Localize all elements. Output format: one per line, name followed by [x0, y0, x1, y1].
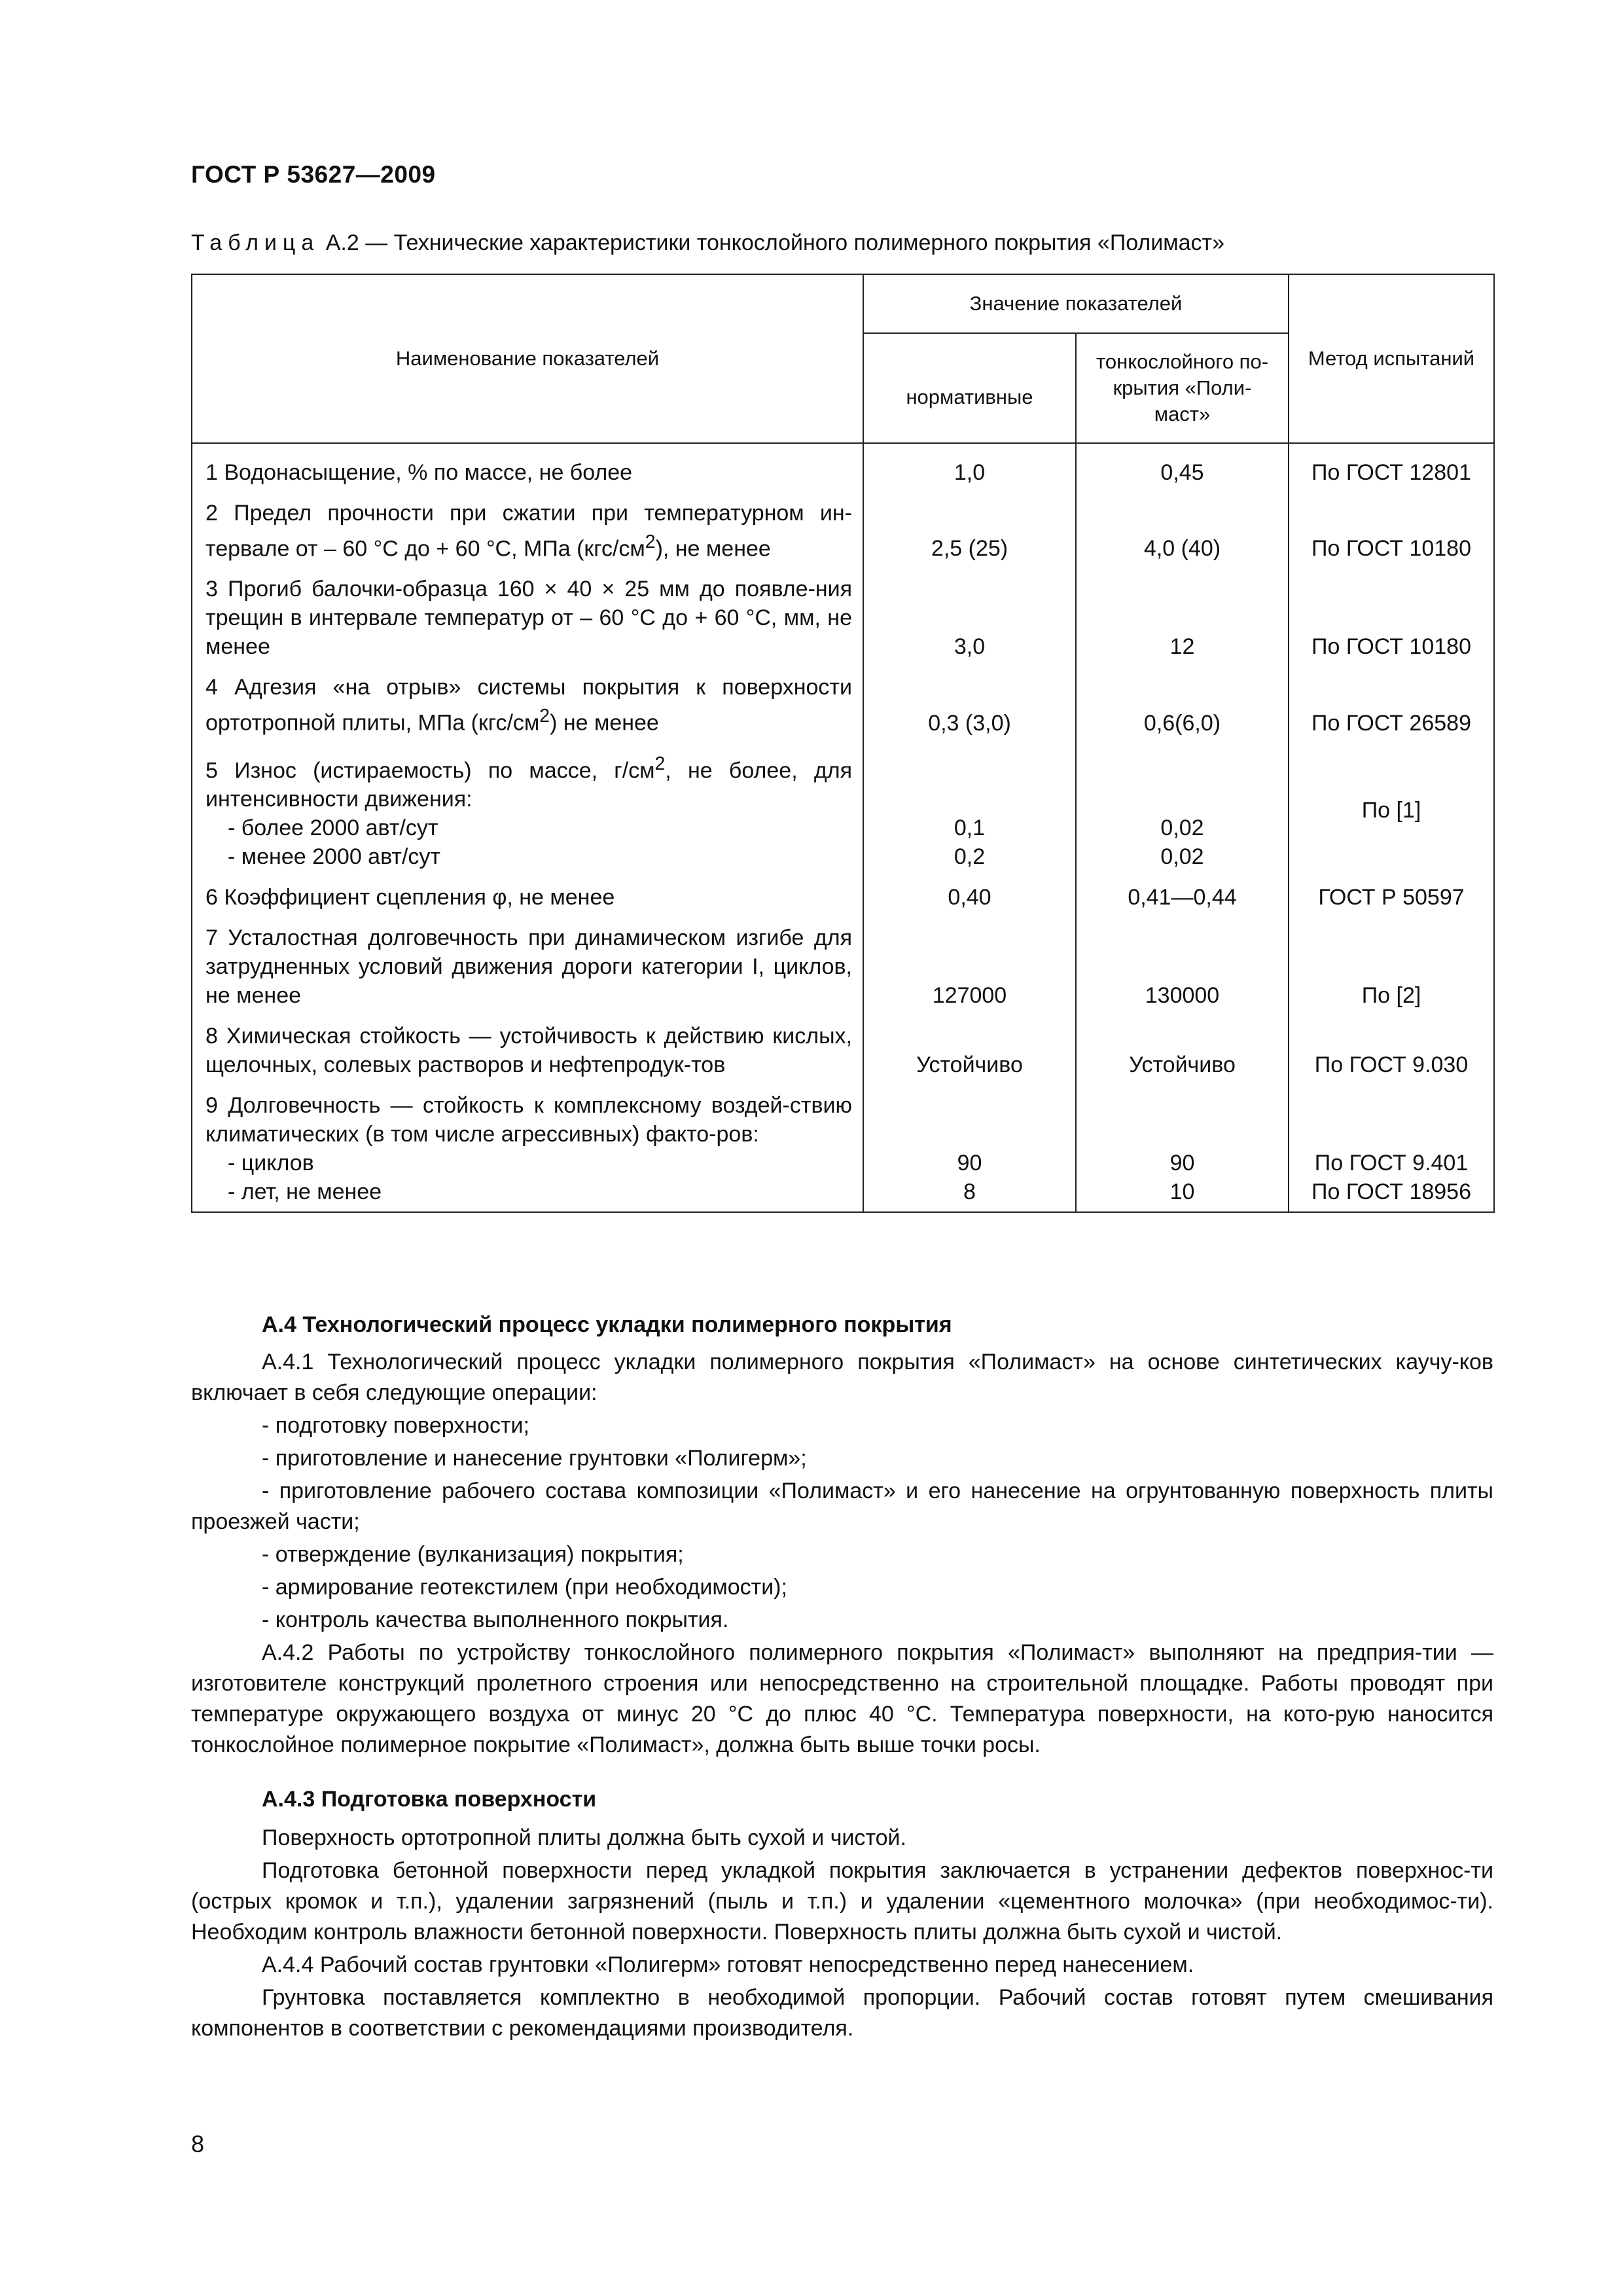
row-subitem: - циклов [228, 1150, 314, 1175]
test-method: По ГОСТ 12801 [1289, 443, 1494, 492]
test-method [1289, 1085, 1494, 1212]
test-method: По ГОСТ 26589 [1289, 666, 1494, 742]
test-method-item: По ГОСТ 18956 [1311, 1179, 1471, 1204]
test-method: По [1] [1289, 743, 1494, 876]
table-row [192, 1015, 1494, 1085]
test-method: ГОСТ Р 50597 [1289, 876, 1494, 917]
row-name-cell [192, 876, 863, 917]
row-subitem: - менее 2000 авт/сут [228, 844, 440, 869]
table-row [192, 568, 1494, 666]
page-number: 8 [191, 2130, 205, 2157]
normative-value-item: 8 [963, 1179, 976, 1204]
row-name: 3 Прогиб балочки-образца 160 × 40 × 25 мм до появле-ния трещин в интервале температур от – 60 °C до + 60 °C, мм, не менее [205, 577, 852, 660]
row-name: 1 Водонасыщение, % по массе, не более [205, 460, 633, 485]
list-item: - армирование геотекстилем (при необходимости); [262, 1575, 787, 1600]
table-caption [191, 230, 1493, 256]
row-subitem: - лет, не менее [228, 1179, 382, 1204]
normative-value: 0,3 (3,0) [863, 666, 1076, 742]
coating-value [1076, 743, 1289, 876]
coating-value-item: 90 [1169, 1150, 1195, 1175]
test-method: По ГОСТ 10180 [1289, 492, 1494, 568]
table-row [192, 743, 1494, 876]
normative-value [863, 743, 1076, 876]
document-header: ГОСТ Р 53627—2009 [191, 161, 436, 188]
table-row [192, 876, 1494, 917]
normative-value: 1,0 [863, 443, 1076, 492]
coating-value: 0,6(6,0) [1076, 666, 1289, 742]
row-name-cell [192, 743, 863, 876]
normative-value-item: 0,2 [954, 844, 986, 869]
list-item: - подготовку поверхности; [262, 1413, 529, 1438]
row-name-cell [192, 568, 863, 666]
row-name-cell [192, 1015, 863, 1085]
normative-value: 2,5 (25) [863, 492, 1076, 568]
coating-value-item: 0,02 [1160, 844, 1204, 869]
row-name-cell [192, 443, 863, 492]
list-item: - приготовление рабочего состава композиции «Полимаст» и его нанесение на огрунтованную поверхность плиты проезжей части; [191, 1479, 1493, 1534]
list-item: - контроль качества выполненного покрытия. [262, 1607, 729, 1632]
normative-value: 127000 [863, 917, 1076, 1015]
header-values-group: Значение показателей [863, 274, 1289, 333]
coating-value-item: 0,02 [1160, 815, 1204, 840]
row-name-cell [192, 492, 863, 568]
coating-value: Устойчиво [1076, 1015, 1289, 1085]
coating-value [1076, 1085, 1289, 1212]
coating-value: 0,45 [1076, 443, 1289, 492]
table-body [192, 443, 1494, 1212]
row-name-cell [192, 1085, 863, 1212]
row-subitem: - более 2000 авт/сут [228, 815, 438, 840]
table-row [192, 443, 1494, 492]
header-name: Наименование показателей [192, 274, 863, 443]
section-a44-paragraph: Грунтовка поставляется комплектно в необходимой пропорции. Рабочий состав готовят путем смешивания компонентов в соответствии с рекомендациями производителя. [191, 1985, 1493, 2041]
section-a4-paragraph: А.4.2 Работы по устройству тонкослойного полимерного покрытия «Полимаст» выполняют на предприя-тии — изготовителе конструкций пролетного строения или непосредственно на строительной площадке. Работы проводят при температуре окружающего воздуха от минус 20 °C до плюс 40 °C. Температура поверхности, на кото-рую наносится тонкослойное полимерное покрытие «Полимаст», должна быть выше точки росы. [191, 1640, 1493, 1757]
normative-value: 0,40 [863, 876, 1076, 917]
section-a4-paragraph: А.4.1 Технологический процесс укладки полимерного покрытия «Полимаст» на основе синтетических каучу-ков включает в себя следующие операции: [191, 1350, 1493, 1405]
table-caption-text: А.2 — Технические характеристики тонкослойного полимерного покрытия «Полимаст» [319, 230, 1225, 255]
section-a4-body [191, 1347, 1493, 1763]
row-name: 5 Износ (истираемость) по массе, $г/см^2$, не более, для интенсивности движения: [205, 753, 852, 812]
test-method: По ГОСТ 9.030 [1289, 1015, 1494, 1085]
coating-value: 0,41—0,44 [1076, 876, 1289, 917]
row-name: 2 Предел прочности при сжатии при температурном ин-тервале от – 60 °C до + 60 °C, МПа $(кгс/см^2)$, не менее [205, 501, 852, 562]
coating-value: 4,0 (40) [1076, 492, 1289, 568]
test-method: По ГОСТ 10180 [1289, 568, 1494, 666]
section-a44-paragraph: А.4.4 Рабочий состав грунтовки «Полигерм» готовят непосредственно перед нанесением. [262, 1952, 1194, 1977]
row-name: 7 Усталостная долговечность при динамическом изгибе для затрудненных условий движения дороги категории I, циклов, не менее [205, 925, 852, 1008]
coating-value: 12 [1076, 568, 1289, 666]
table-row [192, 492, 1494, 568]
section-a4-title: А.4 Технологический процесс укладки полимерного покрытия [262, 1312, 952, 1337]
row-name: 9 Долговечность — стойкость к комплексному воздей-ствию климатических (в том числе агрессивных) факто-ров: [205, 1092, 852, 1147]
normative-value: Устойчиво [863, 1015, 1076, 1085]
section-a43-paragraph: Поверхность ортотропной плиты должна быть сухой и чистой. [262, 1825, 906, 1850]
coating-value-item: 10 [1169, 1179, 1195, 1204]
normative-value-item: 90 [957, 1150, 982, 1175]
list-item: - отверждение (вулканизация) покрытия; [262, 1542, 684, 1567]
list-item: - приготовление и нанесение грунтовки «Полигерм»; [262, 1446, 807, 1471]
row-name-cell [192, 666, 863, 742]
section-a43-title: А.4.3 Подготовка поверхности [262, 1787, 597, 1812]
header-coating: тонкослойного по-крытия «Поли-маст» [1076, 333, 1289, 443]
header-method: Метод испытаний [1289, 274, 1494, 443]
row-name-cell [192, 917, 863, 1015]
properties-table [191, 274, 1495, 1213]
table-caption-prefix: Таблица [191, 230, 320, 255]
table-row [192, 917, 1494, 1015]
row-name: 8 Химическая стойкость — устойчивость к действию кислых, щелочных, солевых растворов и нефтепродук-тов [205, 1023, 852, 1077]
test-method: По [2] [1289, 917, 1494, 1015]
coating-value: 130000 [1076, 917, 1289, 1015]
section-a43-paragraph: Подготовка бетонной поверхности перед укладкой покрытия заключается в устранении дефектов поверхнос-ти (острых кромок и т.п.), удалении загрязнений (пыль и т.п.) и удалении «цементного молочка» (при необходимос-ти). Необходим контроль влажности бетонной поверхности. Поверхность плиты должна быть сухой и чистой. [191, 1858, 1493, 1945]
table-row [192, 666, 1494, 742]
section-a43-body [191, 1823, 1493, 2046]
header-normative: нормативные [863, 333, 1076, 443]
table-row [192, 1085, 1494, 1212]
test-method-item: По ГОСТ 9.401 [1314, 1150, 1469, 1175]
normative-value: 3,0 [863, 568, 1076, 666]
normative-value-item: 0,1 [954, 815, 986, 840]
row-name: 4 Адгезия «на отрыв» системы покрытия к поверхности ортотропной плиты, МПа $(кгс/см^2)$ не менее [205, 675, 852, 736]
normative-value [863, 1085, 1076, 1212]
row-name: 6 Коэффициент сцепления φ, не менее [205, 884, 615, 910]
